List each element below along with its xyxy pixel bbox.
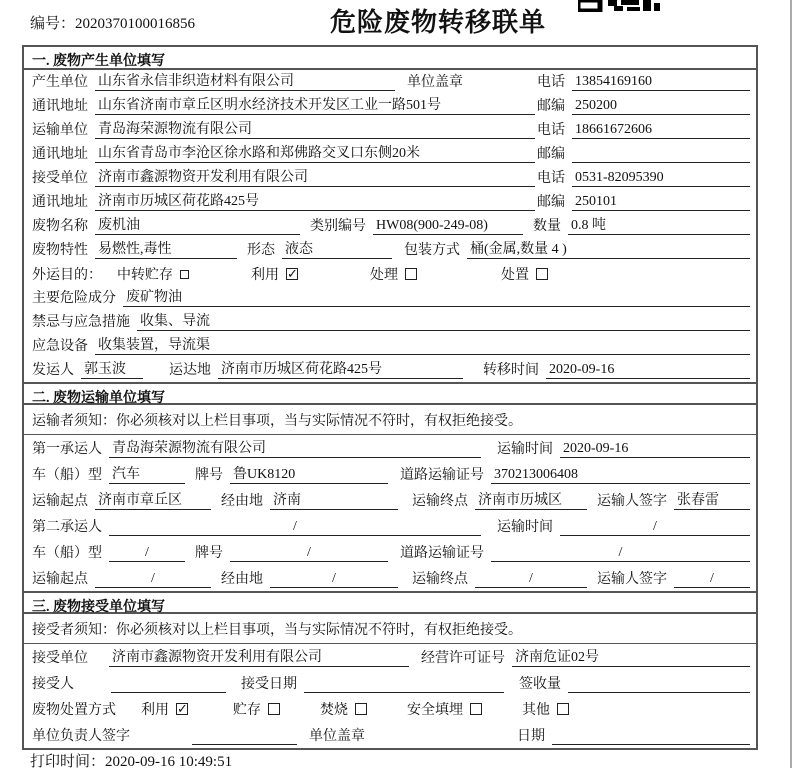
vehicle2-plate-label: 牌号 bbox=[195, 546, 223, 561]
unit-seal-label: 单位盖章 bbox=[309, 729, 365, 744]
transport-unit-label: 运输单位 bbox=[32, 123, 88, 138]
license-value: 济南危证02号 bbox=[512, 646, 750, 667]
field-row-transport-address bbox=[24, 142, 756, 166]
carrier1-value: 青岛海荣源物流有限公司 bbox=[109, 437, 481, 458]
field-row-carrier2 bbox=[24, 513, 756, 539]
waste-name-value: 废机油 bbox=[95, 214, 300, 235]
section-producer-header: 一. 废物产生单位填写 bbox=[24, 47, 756, 70]
route1-via-value: 济南 bbox=[270, 489, 398, 510]
route1-start-label: 运输起点 bbox=[32, 494, 88, 509]
transfer-time-value: 2020-09-16 bbox=[546, 362, 750, 379]
field-row-waste-property bbox=[24, 238, 756, 262]
field-row-signoff bbox=[24, 722, 756, 748]
vehicle1-type-value: 汽车 bbox=[109, 463, 185, 484]
vehicle1-type-label: 车（船）型 bbox=[32, 468, 102, 483]
dispatcher-value: 郭玉波 bbox=[81, 358, 143, 379]
packing-label: 包装方式 bbox=[404, 243, 460, 258]
producer-phone-value: 13854169160 bbox=[572, 74, 750, 91]
field-row-emergency-equipment bbox=[24, 334, 756, 358]
page-title: 危险废物转移联单 bbox=[330, 8, 547, 37]
sign-date-value bbox=[552, 728, 750, 745]
transport-address-label: 通讯地址 bbox=[32, 147, 88, 162]
receive-zip-value: 250101 bbox=[572, 194, 750, 211]
emergency-equipment-label: 应急设备 bbox=[32, 339, 88, 354]
qr-code-fragment-icon bbox=[578, 0, 662, 12]
receive-unit-value: 济南市鑫源物资开发利用有限公司 bbox=[95, 166, 535, 187]
transport-phone-label: 电话 bbox=[537, 123, 565, 138]
vehicle2-plate-value: / bbox=[230, 545, 388, 562]
vehicle1-plate-label: 牌号 bbox=[195, 468, 223, 483]
option-transit-storage bbox=[117, 264, 189, 284]
print-time-label: 打印时间： bbox=[30, 754, 106, 768]
sign-date-label: 日期 bbox=[517, 729, 545, 744]
route2-start-value: / bbox=[95, 571, 211, 588]
checkbox-treat bbox=[405, 268, 417, 280]
producer-zip-label: 邮编 bbox=[537, 99, 565, 114]
route2-via-value: / bbox=[270, 571, 398, 588]
option-disposal-storage bbox=[233, 699, 280, 719]
section-transport bbox=[24, 382, 756, 591]
section-receiver bbox=[24, 591, 756, 748]
emergency-measures-label: 禁忌与应急措施 bbox=[32, 315, 130, 330]
accept-date-value bbox=[304, 676, 504, 693]
serial-number-line bbox=[30, 12, 195, 33]
receiver-unit-value: 济南市鑫源物资开发利用有限公司 bbox=[109, 646, 409, 667]
serial-number: 2020370100016856 bbox=[75, 16, 196, 32]
dispatcher-label: 发运人 bbox=[32, 363, 74, 378]
route1-end-label: 运输终点 bbox=[412, 494, 468, 509]
waste-code-label: 类别编号 bbox=[310, 219, 366, 234]
waste-form-value: 液态 bbox=[282, 238, 392, 259]
checkbox-disposal-storage bbox=[268, 703, 280, 715]
receive-address-value: 济南市历城区荷花路425号 bbox=[95, 190, 535, 211]
carrier1-time-label: 运输时间 bbox=[497, 442, 553, 457]
field-row-route2 bbox=[24, 565, 756, 591]
route2-sign-value: / bbox=[674, 571, 750, 588]
section-transport-header: 二. 废物运输单位填写 bbox=[24, 382, 756, 405]
responsible-sign-value bbox=[192, 728, 297, 745]
route2-start-label: 运输起点 bbox=[32, 572, 88, 587]
option-disposal-other bbox=[522, 699, 569, 719]
transporter-notice: 运输者须知：你必须核对以上栏目事项，当与实际情况不符时，有权拒绝接受。 bbox=[24, 405, 756, 435]
field-row-receiver-unit bbox=[24, 644, 756, 670]
serial-label: 编号： bbox=[30, 16, 76, 32]
producer-seal-label: 单位盖章 bbox=[407, 75, 463, 90]
receiver-unit-label: 接受单位 bbox=[32, 651, 88, 666]
checkbox-disposal-other bbox=[557, 703, 569, 715]
waste-qty-value: 0.8 吨 bbox=[568, 214, 750, 235]
purpose-label: 外运目的： bbox=[32, 268, 102, 283]
receive-zip-label: 邮编 bbox=[537, 195, 565, 210]
receiver-notice: 接受者须知：你必须核对以上栏目事项，当与实际情况不符时，有权拒绝接受。 bbox=[24, 614, 756, 644]
page-edge-line bbox=[790, 0, 792, 768]
field-row-receive-unit bbox=[24, 166, 756, 190]
carrier2-time-value: / bbox=[560, 519, 750, 536]
route2-end-label: 运输终点 bbox=[412, 572, 468, 587]
route2-via-label: 经由地 bbox=[221, 572, 263, 587]
field-row-transport-unit bbox=[24, 118, 756, 142]
field-row-carrier1 bbox=[24, 435, 756, 461]
field-row-route1 bbox=[24, 487, 756, 513]
accept-date-label: 接受日期 bbox=[241, 677, 297, 692]
option-disposal-incinerate-label: 焚烧 bbox=[320, 703, 348, 718]
option-disposal-landfill bbox=[407, 699, 482, 719]
emergency-equipment-value: 收集装置，导流渠 bbox=[95, 334, 750, 355]
responsible-sign-label: 单位负责人签字 bbox=[32, 729, 130, 744]
option-transit-storage-label: 中转贮存 bbox=[117, 268, 173, 283]
vehicle1-permit-label: 道路运输证号 bbox=[400, 468, 484, 483]
waste-form-label: 形态 bbox=[247, 243, 275, 258]
producer-unit-value: 山东省永信非织造材料有限公司 bbox=[95, 70, 395, 91]
acceptor-label: 接受人 bbox=[32, 677, 74, 692]
print-time-value: 2020-09-16 10:49:51 bbox=[105, 754, 233, 768]
checkbox-recycle bbox=[286, 268, 298, 280]
vehicle1-permit-value: 370213006408 bbox=[491, 467, 750, 484]
destination-value: 济南市历城区荷花路425号 bbox=[218, 358, 463, 379]
vehicle2-type-label: 车（船）型 bbox=[32, 546, 102, 561]
received-qty-label: 签收量 bbox=[519, 677, 561, 692]
producer-phone-label: 电话 bbox=[537, 75, 565, 90]
field-row-acceptor bbox=[24, 670, 756, 696]
print-time-line bbox=[30, 750, 232, 768]
section-producer bbox=[24, 47, 756, 382]
disposal-method-label: 废物处置方式 bbox=[32, 703, 116, 718]
route1-start-value: 济南市章丘区 bbox=[95, 489, 211, 510]
option-dispose bbox=[501, 264, 548, 284]
section-receiver-header: 三. 废物接受单位填写 bbox=[24, 591, 756, 614]
route1-via-label: 经由地 bbox=[221, 494, 263, 509]
license-label: 经营许可证号 bbox=[421, 651, 505, 666]
field-row-waste-name bbox=[24, 214, 756, 238]
option-treat bbox=[370, 264, 417, 284]
carrier2-value: / bbox=[109, 519, 481, 536]
option-disposal-other-label: 其他 bbox=[522, 703, 550, 718]
transfer-time-label: 转移时间 bbox=[483, 363, 539, 378]
option-disposal-recycle-label: 利用 bbox=[141, 703, 169, 718]
route2-end-value: / bbox=[475, 571, 587, 588]
route2-sign-label: 运输人签字 bbox=[597, 572, 667, 587]
carrier2-label: 第二承运人 bbox=[32, 520, 102, 535]
vehicle2-permit-value: / bbox=[491, 545, 750, 562]
carrier2-time-label: 运输时间 bbox=[497, 520, 553, 535]
hazard-component-label: 主要危险成分 bbox=[32, 291, 116, 306]
destination-label: 运达地 bbox=[169, 363, 211, 378]
vehicle2-type-value: / bbox=[109, 545, 185, 562]
receive-phone-label: 电话 bbox=[537, 171, 565, 186]
field-row-receive-address bbox=[24, 190, 756, 214]
route1-end-value: 济南市历城区 bbox=[475, 489, 587, 510]
producer-unit-label: 产生单位 bbox=[32, 75, 88, 90]
receive-unit-label: 接受单位 bbox=[32, 171, 88, 186]
field-row-disposal-method bbox=[24, 696, 756, 722]
option-disposal-recycle bbox=[141, 699, 188, 719]
transport-address-value: 山东省青岛市李沧区徐水路和郑佛路交叉口东侧20米 bbox=[95, 142, 535, 163]
waste-property-value: 易燃性,毒性 bbox=[95, 238, 237, 259]
option-disposal-landfill-label: 安全填埋 bbox=[407, 703, 463, 718]
received-qty-value bbox=[568, 676, 750, 693]
checkbox-transit-storage bbox=[180, 270, 189, 279]
checkbox-disposal-landfill bbox=[470, 703, 482, 715]
option-disposal-incinerate bbox=[320, 699, 367, 719]
transport-phone-value: 18661672606 bbox=[572, 122, 750, 139]
producer-zip-value: 250200 bbox=[572, 98, 750, 115]
field-row-producer-address bbox=[24, 94, 756, 118]
vehicle1-plate-value: 鲁UK8120 bbox=[230, 463, 388, 484]
checkbox-disposal-incinerate bbox=[355, 703, 367, 715]
waste-property-label: 废物特性 bbox=[32, 243, 88, 258]
transport-zip-value bbox=[572, 146, 750, 163]
route1-sign-label: 运输人签字 bbox=[597, 494, 667, 509]
option-disposal-storage-label: 贮存 bbox=[233, 703, 261, 718]
checkbox-disposal-recycle bbox=[176, 703, 188, 715]
receive-phone-value: 0531-82095390 bbox=[572, 170, 750, 187]
transport-unit-value: 青岛海荣源物流有限公司 bbox=[95, 118, 535, 139]
field-row-hazard-component bbox=[24, 286, 756, 310]
carrier1-time-value: 2020-09-16 bbox=[560, 441, 750, 458]
emergency-measures-value: 收集、导流 bbox=[137, 310, 750, 331]
field-row-producer-unit bbox=[24, 70, 756, 94]
option-treat-label: 处理 bbox=[370, 268, 398, 283]
waste-code-value: HW08(900-249-08) bbox=[373, 218, 523, 235]
carrier1-label: 第一承运人 bbox=[32, 442, 102, 457]
packing-value: 桶(金属,数量 4 ) bbox=[467, 238, 750, 259]
field-row-vehicle2 bbox=[24, 539, 756, 565]
producer-address-label: 通讯地址 bbox=[32, 99, 88, 114]
route1-sign-value: 张春雷 bbox=[674, 489, 750, 510]
waste-qty-label: 数量 bbox=[533, 219, 561, 234]
hazard-component-value: 废矿物油 bbox=[123, 286, 750, 307]
transfer-manifest-form bbox=[22, 45, 758, 750]
option-recycle-label: 利用 bbox=[251, 268, 279, 283]
waste-name-label: 废物名称 bbox=[32, 219, 88, 234]
vehicle2-permit-label: 道路运输证号 bbox=[400, 546, 484, 561]
producer-address-value: 山东省济南市章丘区明水经济技术开发区工业一路501号 bbox=[95, 94, 535, 115]
field-row-dispatch bbox=[24, 358, 756, 382]
field-row-purpose bbox=[24, 262, 756, 286]
option-recycle bbox=[251, 264, 298, 284]
receive-address-label: 通讯地址 bbox=[32, 195, 88, 210]
transport-zip-label: 邮编 bbox=[537, 147, 565, 162]
checkbox-dispose bbox=[536, 268, 548, 280]
field-row-vehicle1 bbox=[24, 461, 756, 487]
acceptor-value bbox=[111, 676, 226, 693]
field-row-emergency-measures bbox=[24, 310, 756, 334]
option-dispose-label: 处置 bbox=[501, 268, 529, 283]
